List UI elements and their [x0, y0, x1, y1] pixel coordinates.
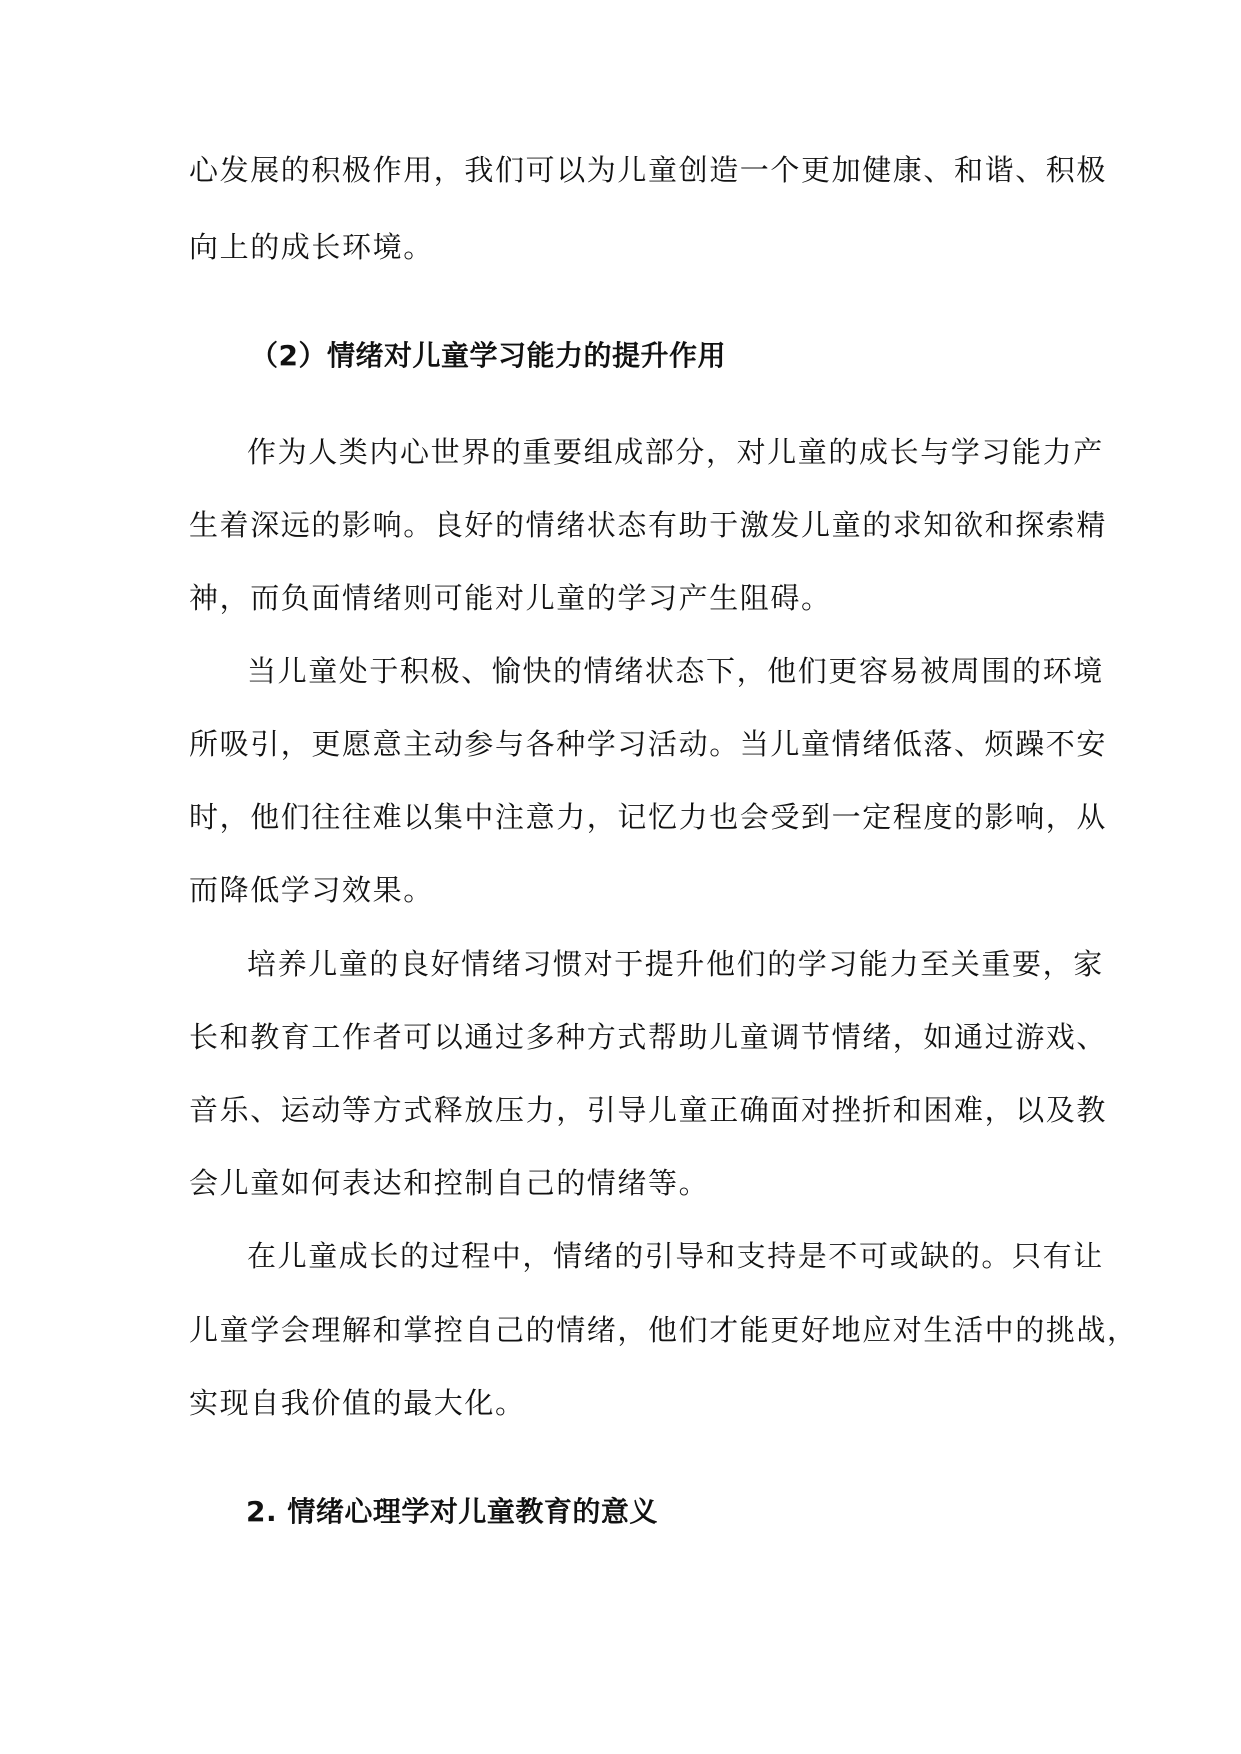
body-line: 作为人类内心世界的重要组成部分，对儿童的成长与学习能力产: [247, 435, 1104, 469]
body-line: 长和教育工作者可以通过多种方式帮助儿童调节情绪，如通过游戏、: [189, 1020, 1108, 1054]
body-line: 神，而负面情绪则可能对儿童的学习产生阻碍。: [189, 581, 832, 615]
section-heading: （2）情绪对儿童学习能力的提升作用: [250, 339, 726, 372]
body-line: 实现自我价值的最大化。: [189, 1386, 526, 1420]
section-heading: 2. 情绪心理学对儿童教育的意义: [246, 1495, 658, 1528]
body-line: 当儿童处于积极、愉快的情绪状态下，他们更容易被周围的环境: [247, 654, 1104, 688]
body-line: 心发展的积极作用，我们可以为儿童创造一个更加健康、和谐、积极: [189, 153, 1108, 187]
body-line: 生着深远的影响。良好的情绪状态有助于激发儿童的求知欲和探索精: [189, 508, 1108, 542]
body-line: 时，他们往往难以集中注意力，记忆力也会受到一定程度的影响，从: [189, 800, 1108, 834]
body-line: 向上的成长环境。: [189, 230, 434, 264]
body-line: 音乐、运动等方式释放压力，引导儿童正确面对挫折和困难，以及教: [189, 1093, 1108, 1127]
body-line: 在儿童成长的过程中，情绪的引导和支持是不可或缺的。只有让: [247, 1239, 1104, 1273]
body-line: 会儿童如何表达和控制自己的情绪等。: [189, 1166, 710, 1200]
body-line: 而降低学习效果。: [189, 873, 434, 907]
body-line: 所吸引，更愿意主动参与各种学习活动。当儿童情绪低落、烦躁不安: [189, 727, 1108, 761]
body-line: 儿童学会理解和掌控自己的情绪，他们才能更好地应对生活中的挑战，: [189, 1313, 1138, 1347]
body-line: 培养儿童的良好情绪习惯对于提升他们的学习能力至关重要，家: [247, 947, 1104, 981]
